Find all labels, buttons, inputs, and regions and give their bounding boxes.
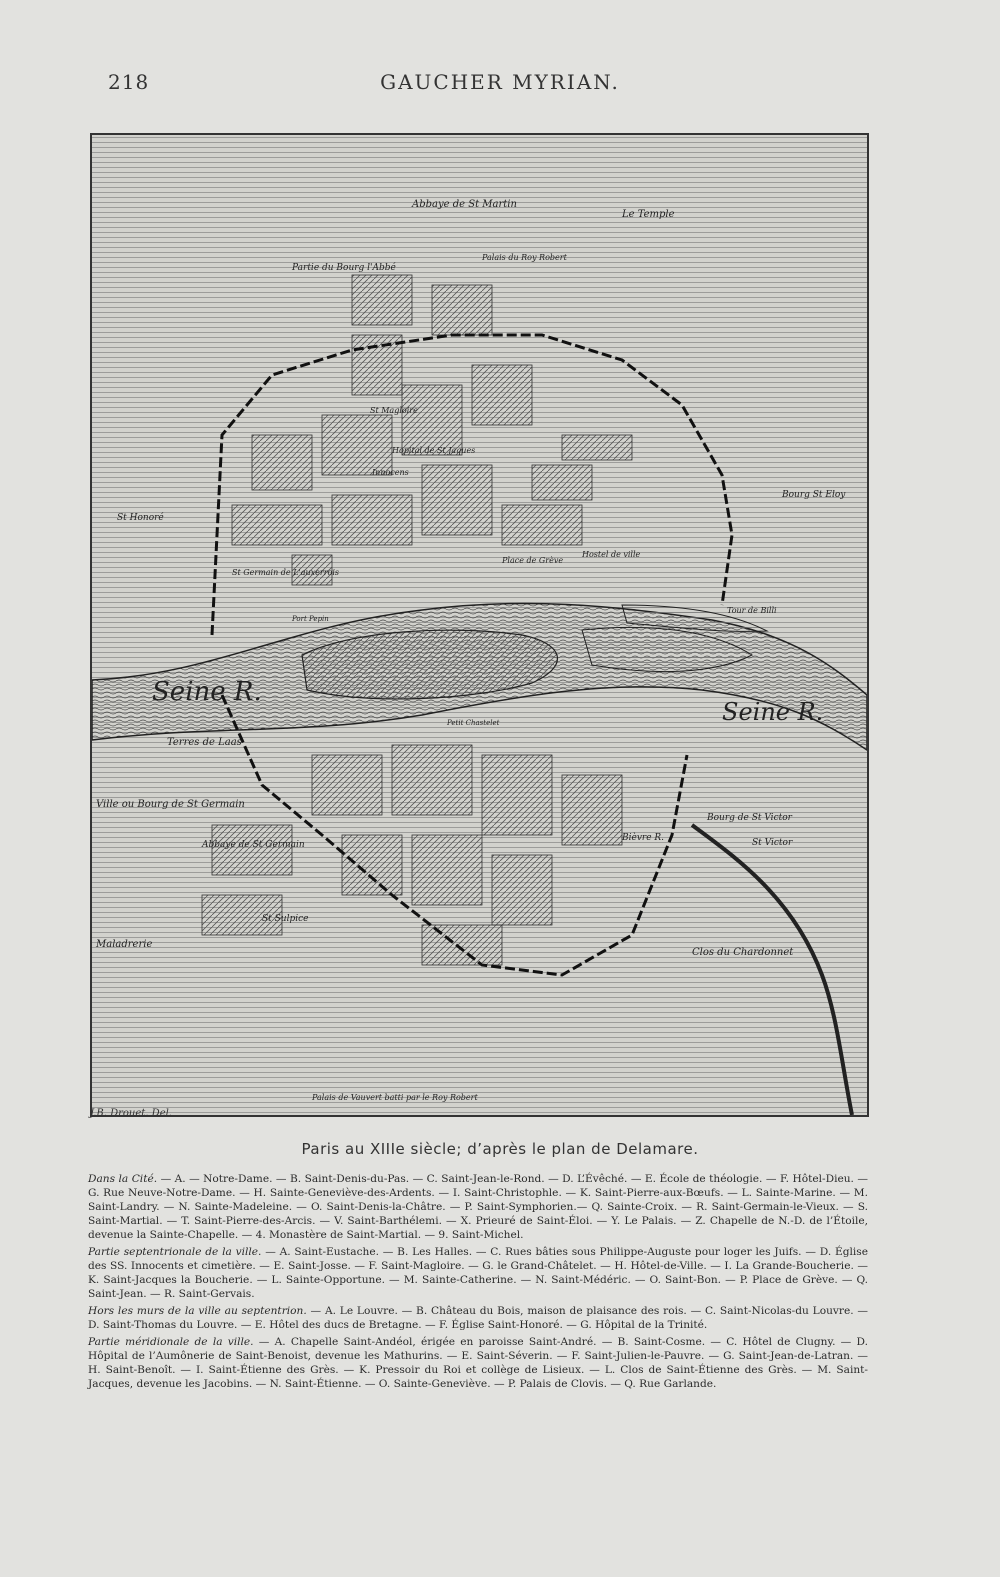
figure-caption: Paris au XIIIe siècle; d’après le plan de Delamare. bbox=[301, 1140, 699, 1158]
seine-label-left: Seine R. bbox=[152, 677, 262, 707]
label-clos-du-chardonnet: Clos du Chardonnet bbox=[692, 947, 794, 958]
label-innocens: Innocens bbox=[372, 468, 409, 477]
label-bourg-st-victor: Bourg de St Victor bbox=[707, 813, 792, 823]
legend-text: — A. Le Louvre. — B. Château du Bois, maison de plaisance des rois. — C. Saint-Nicolas-du Louvre. — D. Saint-Thomas du Louvre. — E. Hôtel des ducs de Bretagne. — F. Église Saint-Honoré. — G. Hôpital de la Trinité. bbox=[88, 1305, 868, 1331]
label-place-de-greve: Place de Grève bbox=[502, 556, 564, 565]
legend-paragraph-cite bbox=[88, 1172, 868, 1242]
legend-heading: Hors les murs de la ville au septentrion. bbox=[88, 1305, 307, 1317]
label-maladrerie: Maladrerie bbox=[96, 939, 153, 950]
label-le-temple: Le Temple bbox=[622, 209, 675, 220]
label-st-victor: St Victor bbox=[752, 838, 793, 848]
legend-text: — A. Chapelle Saint-Andéol, érigée en paroisse Saint-André. — B. Saint-Cosme. — C. Hôtel de Clugny. — D. Hôpital de l’Aumônerie de Saint-Benoist, devenue les Mathurins. — E. Saint-Séverin. — F. Saint-Julien-le-Pauvre. — G. Saint-Jean-de-Latran. — H. Saint-Benoît. — I. Saint-Étienne des Grès. — K. Pressoir du Roi et collège de Lisieux. — L. Clos de Saint-Étienne des Grès. — M. Saint-Jacques, devenue les Jacobins. — N. Saint-Étienne. — O. Sainte-Geneviève. — P. Palais de Clovis. — Q. Rue Garlande. bbox=[88, 1336, 868, 1390]
legend-heading: Dans la Cité. bbox=[88, 1173, 158, 1185]
map-legend bbox=[88, 1172, 868, 1394]
legend-text: — A. Saint-Eustache. — B. Les Halles. — C. Rues bâties sous Philippe-Auguste pour loger les Juifs. — D. Église des SS. Innocents et cimetière. — E. Saint-Josse. — F. Saint-Magloire. — G. le Grand-Châtelet. — H. Hôtel-de-Ville. — I. La Grande-Boucherie. — K. Saint-Jacques la Boucherie. — L. Sainte-Opportune. — M. Sainte-Catherine. — N. Saint-Médéric. — O. Saint-Bon. — P. Place de Grève. — Q. Saint-Jean. — R. Saint-Gervais. bbox=[88, 1246, 868, 1300]
legend-paragraph-outside-walls bbox=[88, 1304, 868, 1332]
label-terres-de-laas: Terres de Laas bbox=[167, 737, 242, 748]
label-abbaye-st-martin: Abbaye de St Martin bbox=[412, 199, 517, 210]
label-st-germain-auxerrois: St Germain de L'auxerrois bbox=[232, 568, 340, 577]
map-engraving bbox=[92, 135, 867, 1115]
label-tour-de-billi: Tour de Billi bbox=[727, 606, 777, 615]
page-number: 218 bbox=[108, 70, 150, 94]
legend-text: — A. — Notre-Dame. — B. Saint-Denis-du-Pas. — C. Saint-Jean-le-Rond. — D. L’Évêché. — E. École de théologie. — F. Hôtel-Dieu. — G. Rue Neuve-Notre-Dame. — H. Sainte-Geneviève-des-Ardents. — I. Saint-Christophle. — K. Saint-Pierre-aux-Bœufs. — L. Sainte-Marine. — M. Saint-Landry. — N. Sainte-Madeleine. — O. Saint-Denis-la-Châtre. — P. Saint-Symphorien.— Q. Sainte-Croix. — R. Saint-Germain-le-Vieux. — S. Saint-Martial. — T. Saint-Pierre-des-Arcis. — V. Saint-Barthélemi. — X. Prieuré de Saint-Éloi. — Y. Le Palais. — Z. Chapelle de N.-D. de l’Étoile, devenue la Sainte-Chapelle. — 4. Monastère de Saint-Martial. — 9. Saint-Michel. bbox=[88, 1173, 868, 1241]
label-st-sulpice: St Sulpice bbox=[262, 914, 309, 924]
legend-paragraph-north bbox=[88, 1245, 868, 1301]
label-partie-du-bourg: Partie du Bourg l'Abbé bbox=[292, 263, 396, 273]
map-illustration bbox=[90, 133, 869, 1117]
legend-paragraph-south bbox=[88, 1335, 868, 1391]
label-bourg-st-eloy: Bourg St Eloy bbox=[782, 490, 846, 500]
label-abbaye-st-germain: Abbaye de St Germain bbox=[202, 840, 305, 850]
label-petit-chastelet: Petit Chastelet bbox=[447, 719, 500, 727]
label-bievre: Bièvre R. bbox=[622, 833, 665, 843]
seine-label-right: Seine R. bbox=[722, 698, 824, 726]
label-palais-roy-robert: Palais du Roy Robert bbox=[482, 253, 567, 262]
running-title: GAUCHER MYRIAN. bbox=[380, 70, 620, 94]
label-hostel-de-ville: Hostel de ville bbox=[582, 550, 641, 559]
label-st-honore: St Honoré bbox=[117, 513, 164, 523]
label-port-pepin: Port Pepin bbox=[292, 615, 329, 623]
label-hopital-st-jacques: Hopital de St Jaques bbox=[392, 446, 476, 455]
label-st-magloire: St Magloire bbox=[370, 406, 418, 415]
engraver-credit: J.B. Drouet. Del. bbox=[90, 1108, 172, 1119]
label-ville-bourg-st-germain: Ville ou Bourg de St Germain bbox=[96, 799, 245, 810]
label-palais-de-vauvert: Palais de Vauvert batti par le Roy Robert bbox=[312, 1093, 478, 1102]
legend-heading: Partie septentrionale de la ville. bbox=[88, 1246, 262, 1258]
legend-heading: Partie méridionale de la ville. bbox=[88, 1336, 254, 1348]
